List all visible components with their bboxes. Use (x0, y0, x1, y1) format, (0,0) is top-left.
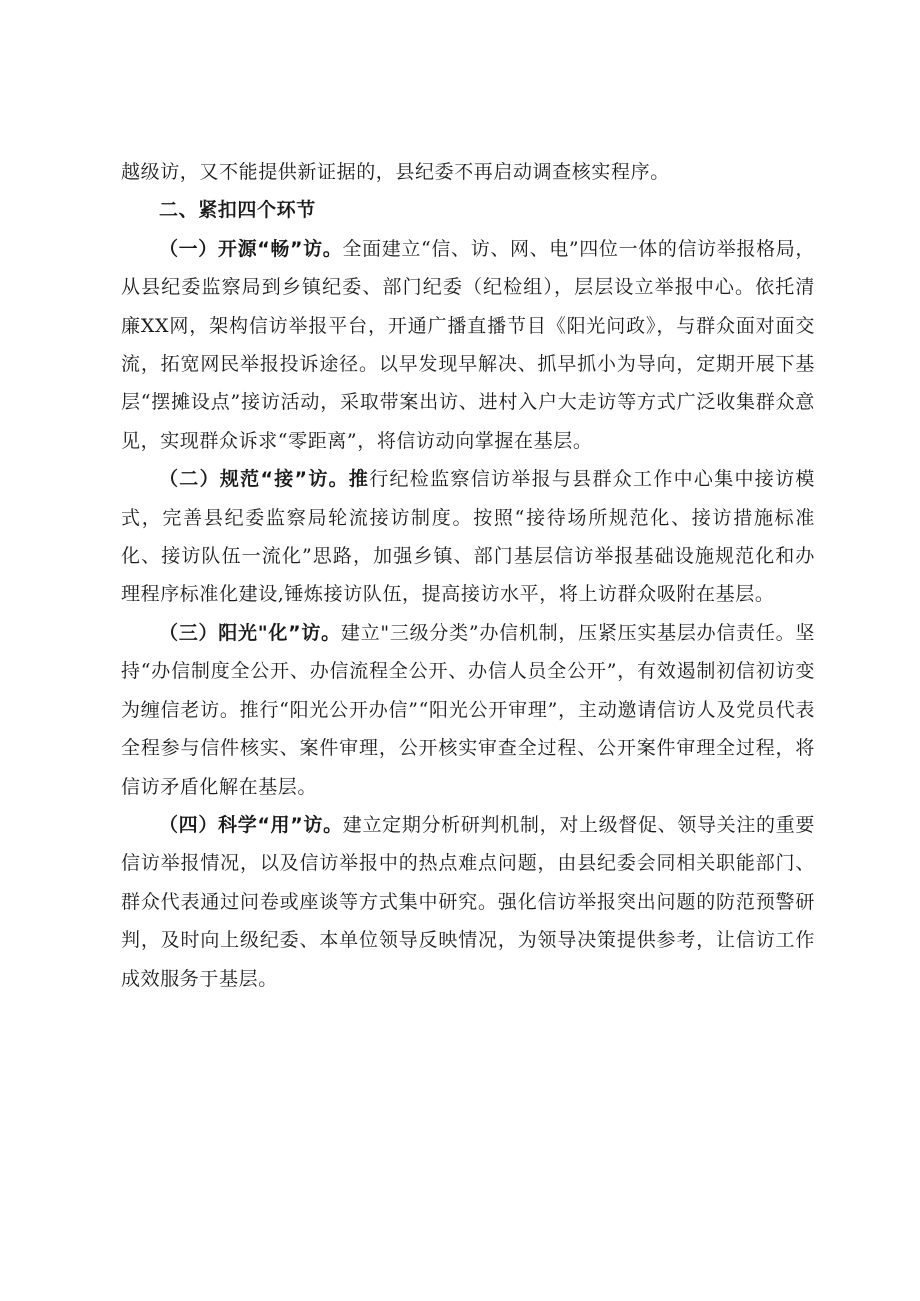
item-lead: （三）阳光"化”访。 (159, 621, 341, 644)
item-text: 建立定期分析研判机制，对上级督促、领导关注的重要信访举报情况，以及信访举报中的热点难点问题，由县纪委会同相关职能部门、群众代表通过问卷或座谈等方式集中研究。强化信访举报突出问题的防范预警研判，及时向上级纪委、本单位领导反映情况，为领导决策提供参考，让信访工作成效服务于基层。 (121, 813, 816, 990)
item-text: 行纪检监察信访举报与县群众工作中心集中接访模式，完善县纪委监察局轮流接访制度。按照“接待场所规范化、接访措施标准化、接访队伍一流化”思路，加强乡镇、部门基层信访举报基础设施规范化和办理程序标准化建设,锤炼接访队伍，提高接访水平，将上访群众吸附在基层。 (121, 468, 816, 606)
item-text: 全面建立“信、访、网、电”四位一体的信访举报格局，从县纪委监察局到乡镇纪委、部门纪委（纪检组），层层设立举报中心。依托清廉XX网，架构信访举报平台，开通广播直播节目《阳光问政》，与群众面对面交流，拓宽网民举报投诉途径。以早发现早解决、抓早抓小为导向，定期开展下基层“摆摊设点”接访活动，采取带案出访、进村入户大走访等方式广泛收集群众意见，实现群众诉求“零距离”，将信访动向掌握在基层。 (121, 237, 815, 452)
continuation-paragraph (121, 153, 815, 191)
item-paragraph-2 (121, 460, 815, 614)
item-text: 建立"三级分类”办信机制，压紧压实基层办信责任。坚持“办信制度全公开、办信流程全公开、办信人员全公开”，有效遏制初信初访变为缠信老访。推行“阳光公开办信”“阳光公开审理”，主动邀请信访人及党员代表全程参与信件核实、案件审理，公开核实审查全过程、公开案件审理全过程，将信访矛盾化解在基层。 (121, 621, 815, 798)
item-lead: （四）科学“用”访。 (159, 813, 343, 836)
paragraph-text: 越级访，又不能提供新证据的，县纪委不再启动调查核实程序。 (121, 161, 670, 183)
document-body (121, 153, 815, 998)
item-paragraph-1 (121, 230, 815, 460)
item-paragraph-3 (121, 614, 815, 806)
item-lead: （二）规范“接”访。推 (159, 468, 370, 491)
item-paragraph-4 (121, 806, 815, 998)
section-heading: 二、紧扣四个环节 (159, 199, 316, 222)
item-lead: （一）开源“畅”访。 (159, 237, 343, 260)
